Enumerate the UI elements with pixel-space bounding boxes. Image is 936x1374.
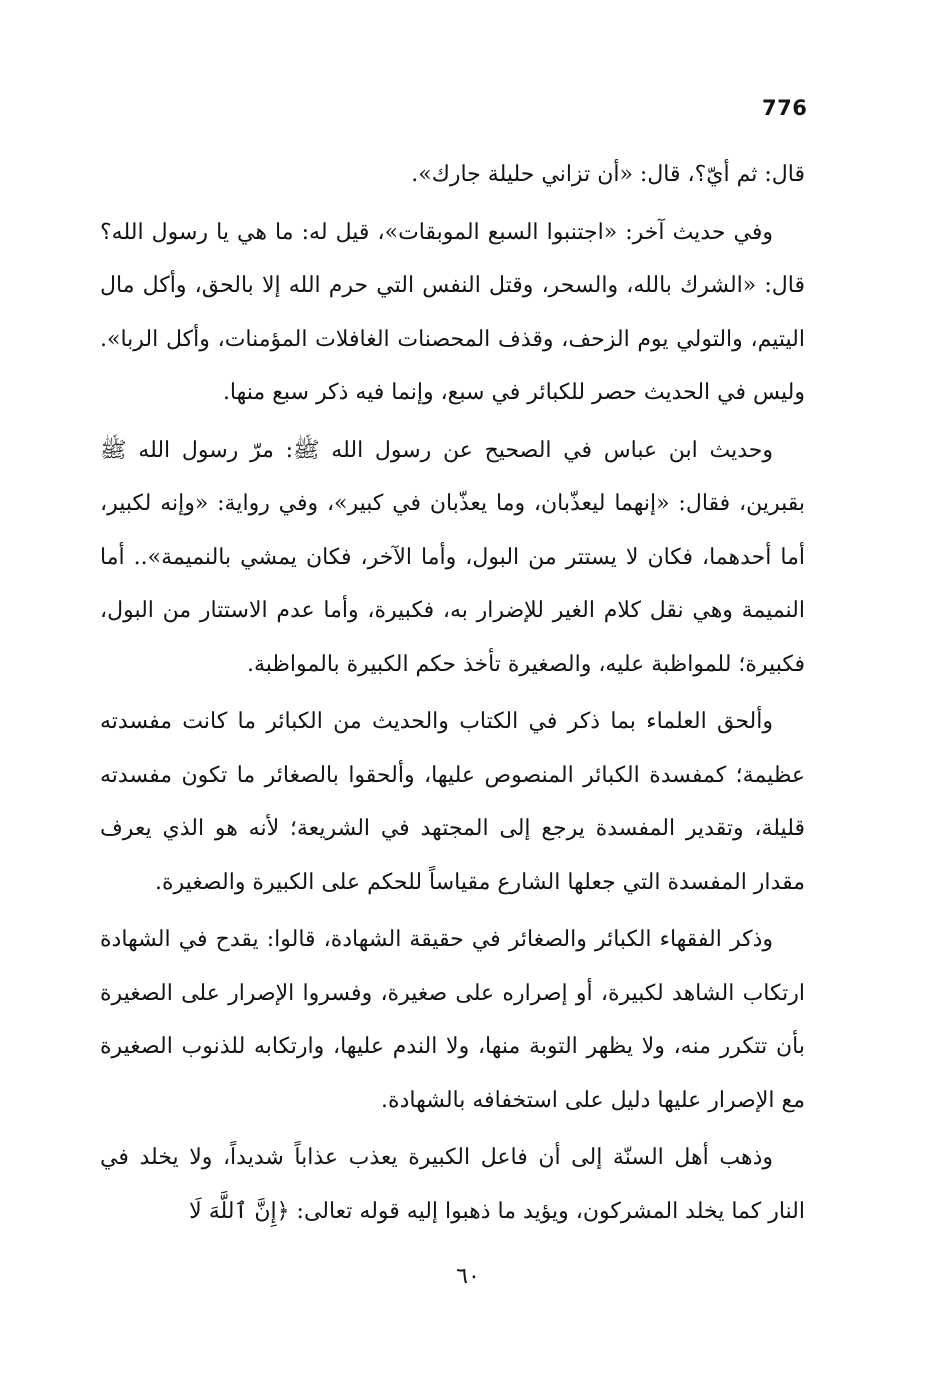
paragraph-3: وحديث ابن عباس في الصحيح عن رسول الله ﷺ: مرّ رسول الله ﷺ بقبرين، فقال: «إنهما ليعذّبان، وما يعذّبان في كبير»، وفي رواية: «وإنه لكبير، أما أحدهما، فكان لا يستتر من البول، وأما الآخر، فكان يمشي بالنميمة».. أما النميمة وهي نقل كلام الغير للإضرار به، فكبيرة، وأما عدم الاستتار من البول، فكبيرة؛ للمواظبة عليه، والصغيرة تأخذ حكم الكبيرة بالمواظبة.: [100, 437, 805, 677]
page-number-bottom: ٦٠: [456, 1264, 480, 1289]
paragraph-5: وذكر الفقهاء الكبائر والصغائر في حقيقة الشهادة، قالوا: يقدح في الشهادة ارتكاب الشاهد لكبيرة، أو إصراره على صغيرة، وفسروا الإصرار على الصغيرة بأن تتكرر منه، ولا يظهر التوبة منها، ولا الندم عليها، وارتكابه للذنوب الصغيرة مع الإصرار عليها دليل على استخفافه بالشهادة.: [100, 927, 805, 1113]
paragraph-4: وألحق العلماء بما ذكر في الكتاب والحديث من الكبائر ما كانت مفسدته عظيمة؛ كمفسدة الكبائر المنصوص عليها، وألحقوا بالصغائر ما تكون مفسدته قليلة، وتقدير المفسدة يرجع إلى المجتهد في الشريعة؛ لأنه هو الذي يعرف مقدار المفسدة التي جعلها الشارع مقياساً للحكم على الكبيرة والصغيرة.: [100, 709, 805, 895]
paragraph-2: وفي حديث آخر: «اجتنبوا السبع الموبقات»، قيل له: ما هي يا رسول الله؟ قال: «الشرك بالله، والسحر، وقتل النفس التي حرم الله إلا بالحق، وأكل مال اليتيم، والتولي يوم الزحف، وقذف المحصنات الغافلات المؤمنات، وأكل الربا». وليس في الحديث حصر للكبائر في سبع، وإنما فيه ذكر سبع منها.: [100, 219, 805, 405]
page-number-top: 776: [762, 96, 808, 120]
body-text: [100, 148, 805, 1242]
paragraph-6: وذهب أهل السنّة إلى أن فاعل الكبيرة يعذب عذاباً شديداً، ولا يخلد في النار كما يخلد المشركون، ويؤيد ما ذهبوا إليه قوله تعالى: ﴿إِنَّ ٱللَّهَ لَا: [100, 1145, 805, 1224]
paragraph-1: قال: ثم أيّ؟، قال: «أن تزاني حليلة جارك».: [411, 162, 805, 187]
